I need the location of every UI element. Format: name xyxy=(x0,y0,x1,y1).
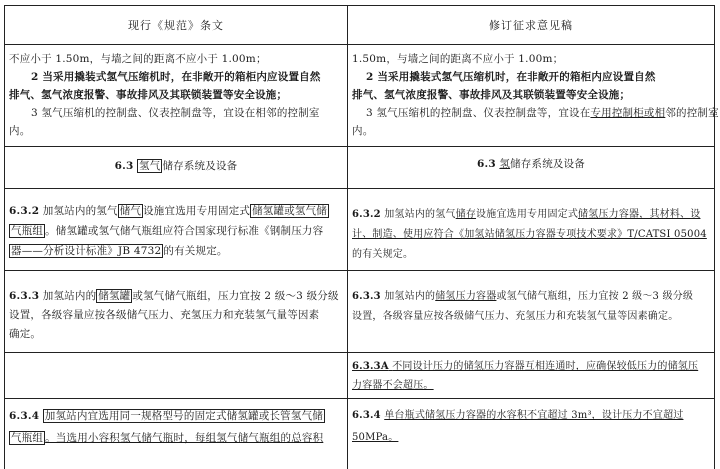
text-line: 2 当采用撬装式氢气压缩机时，在非敞开的箱柜内应设置自然 xyxy=(31,71,321,83)
text-line: 3 氢气压缩机的控制盘、仪表控制盘等，宜设在相邻的控制室 xyxy=(31,107,320,119)
underlined-text: 氢 xyxy=(499,158,511,170)
row1-left-cell xyxy=(9,50,321,140)
clause-6-3-4-right: 6.3.4 单台瓶式储氢压力容器的水容积不宜超过 3m³，设计压力不宜超过 50MPa。 xyxy=(352,410,684,443)
row-divider xyxy=(4,352,715,353)
header-current-code: 现行《规范》条文 xyxy=(128,19,224,32)
text-line: 内。 xyxy=(352,125,374,137)
clause-6-3-3-right: 6.3.3 加氢站内的储氢压力容器或氢气储气瓶组，压力宜按 2 级～3 级分级 设置，各级容量应按各级储气压力、充氢压力和充装氢气量等因素确定。 xyxy=(352,291,694,322)
underlined-text: 专用控制柜或相 xyxy=(590,107,666,119)
section-title-right: 6.3 氢储存系统及设备 xyxy=(476,158,586,170)
row-divider xyxy=(4,270,715,271)
text-line: 不应小于 1.50m，与墙之间的距离不应小于 1.00m； xyxy=(9,53,267,65)
clause-6-3-3-left: 6.3.3 加氢站内的 储氢罐 或氢气储气瓶组，压力宜按 2 级～3 级分级 设置，各级容量应按各级储气压力、充氢压力和充装氢气量等因素 确定。 xyxy=(9,290,339,340)
text-line: 2 当采用撬装式氢气压缩机时，在非敞开的箱柜内应设置自然 xyxy=(366,71,656,83)
text-line: 3 氢气压缩机的控制盘、仪表控制盘等，宜设在专用控制柜或相邻的控制室 xyxy=(366,107,719,119)
row-divider xyxy=(4,146,715,147)
header-revision-draft: 修订征求意见稿 xyxy=(489,19,573,32)
row-divider xyxy=(4,398,715,399)
text-line: 内。 xyxy=(9,125,31,137)
section-title-left: 6.3 氢气 储存系统及设备 xyxy=(114,160,238,172)
row-divider xyxy=(4,188,715,189)
text-line: 1.50m，与墙之间的距离不应小于 1.00m； xyxy=(352,53,564,65)
clause-6-3-2-left: 6.3.2 加氢站内的氢气 储气 设施宜选用专用固定式 储氢罐或氢气储 气瓶组 。储氢罐或氢气储气瓶组应符合国家现行标准《钢制压力容 器——分析设计标准》JB 4732 的有关规定。 xyxy=(9,205,327,257)
boxed-text: 氢气 xyxy=(139,160,161,172)
row-divider xyxy=(4,44,715,45)
text-line: 排气、氢气浓度报警、事故排风及其联锁装置等安全设施； xyxy=(352,89,631,101)
table-column-divider xyxy=(347,5,348,469)
clause-6-3-4-left: 6.3.4 加氢站内宜选用同一规格型号的固定式储氢罐或长管氢气储 气瓶组 。当选用小容积氢气储气瓶时，每组氢气储气瓶组的总容积 xyxy=(9,410,324,444)
table-border-left xyxy=(4,5,5,469)
clause-6-3-2-right: 6.3.2 加氢站内的氢气储存设施宜选用专用固定式储氢压力容器，其材料、设 计、制造、使用应符合《加氢站储氢压力容器专项技术要求》T/CATSI 05004 的有关规定。 xyxy=(352,209,707,260)
text-line: 排气、氢气浓度报警、事故排风及其联锁装置等安全设施； xyxy=(9,89,288,101)
row1-right-cell xyxy=(352,50,719,140)
clause-6-3-3a-right: 6.3.3A 不同设计压力的储氢压力容器互相连通时，应确保较低压力的储氢压 力容器不会超压。 xyxy=(352,361,699,391)
